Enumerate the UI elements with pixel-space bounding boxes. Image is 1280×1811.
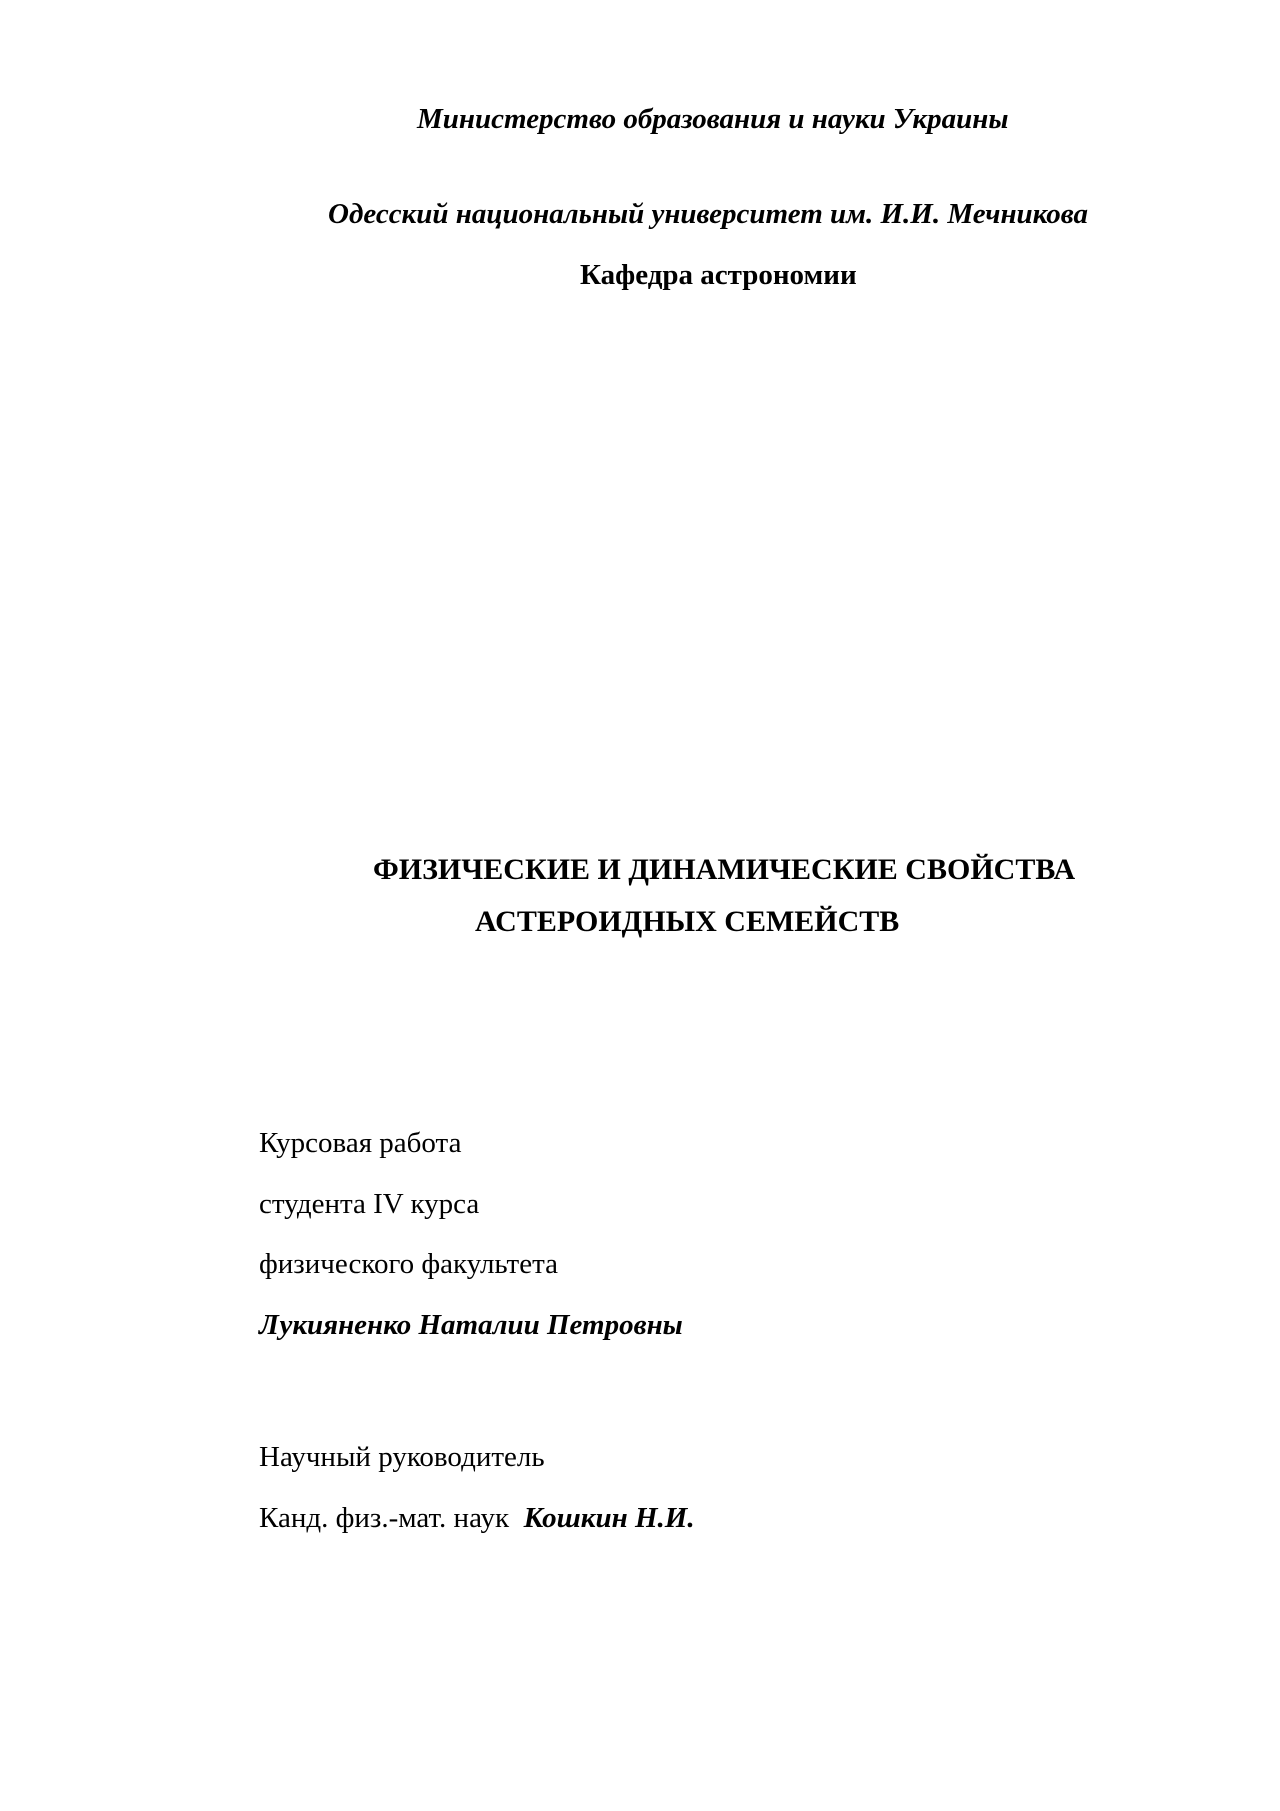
work-title-line-1: ФИЗИЧЕСКИЕ И ДИНАМИЧЕСКИЕ СВОЙСТВА — [373, 853, 1076, 886]
ministry-heading: Министерство образования и науки Украины — [417, 103, 1009, 135]
author-name: Лукияненко Наталии Петровны — [259, 1309, 683, 1341]
supervisor-label: Научный руководитель — [259, 1441, 545, 1473]
department-heading: Кафедра астрономии — [580, 259, 857, 291]
supervisor-spacer — [509, 1502, 524, 1534]
supervisor-name: Кошкин Н.И. — [523, 1502, 695, 1534]
student-course: студента IV курса — [259, 1188, 480, 1220]
work-title-line-2: АСТЕРОИДНЫХ СЕМЕЙСТВ — [475, 905, 900, 938]
work-type: Курсовая работа — [259, 1127, 462, 1159]
faculty: физического факультета — [259, 1248, 558, 1280]
university-heading: Одесский национальный университет им. И.И. Мечникова — [328, 198, 1089, 230]
supervisor-line — [259, 1500, 695, 1536]
supervisor-degree: Канд. физ.-мат. наук — [259, 1502, 510, 1534]
